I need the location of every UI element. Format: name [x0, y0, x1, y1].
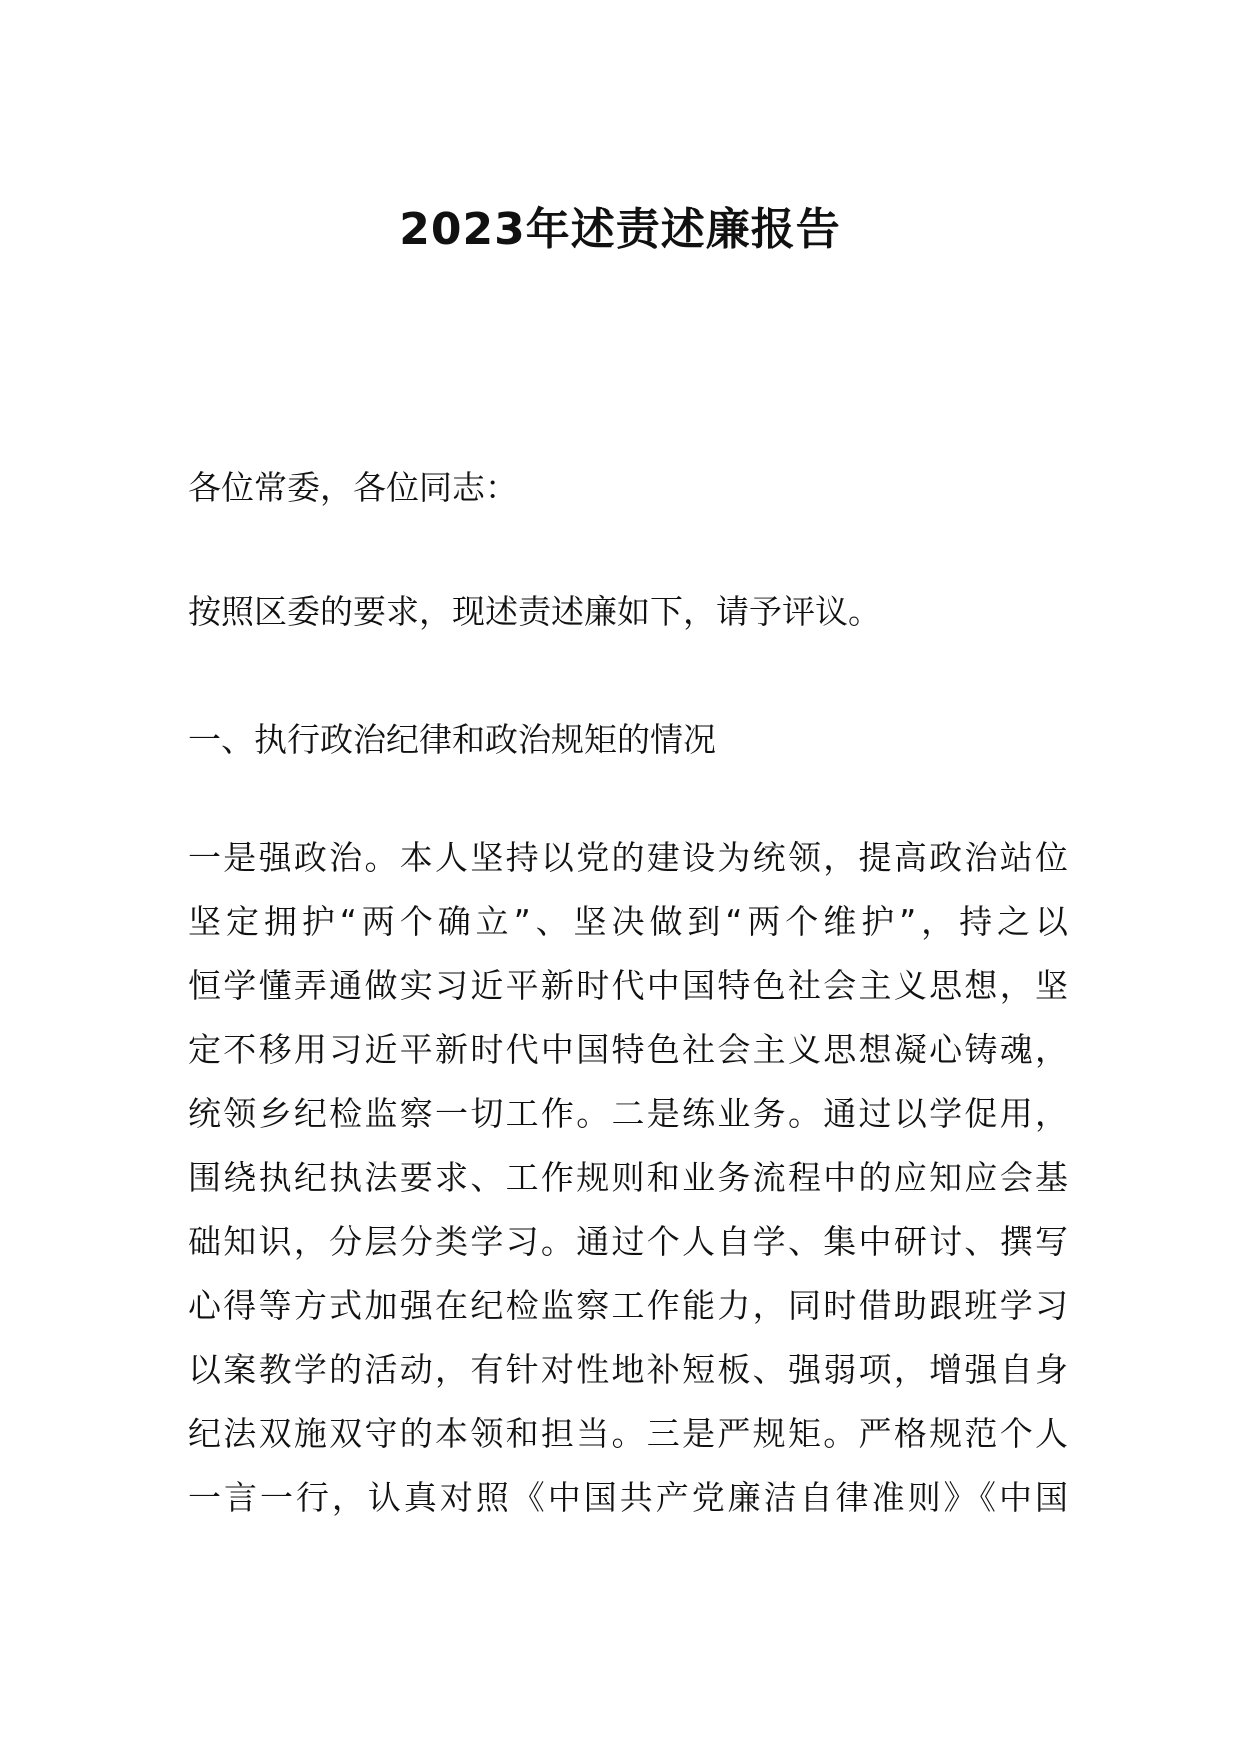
section-body [188, 826, 1068, 1530]
body-line: 础知识，分层分类学习。通过个人自学、集中研讨、撰写 [188, 1222, 1068, 1261]
document-title: 2023年述责述廉报告 [399, 204, 841, 255]
section-heading: 一、执行政治纪律和政治规矩的情况 [188, 720, 716, 759]
body-line: 一是强政治。本人坚持以党的建设为统领，提高政治站位 [188, 838, 1068, 877]
body-line: 围绕执纪执法要求、工作规则和业务流程中的应知应会基 [188, 1158, 1068, 1197]
body-line: 一言一行，认真对照《中国共产党廉洁自律准则》《中国 [188, 1478, 1068, 1517]
body-line: 恒学懂弄通做实习近平新时代中国特色社会主义思想，坚 [188, 966, 1068, 1005]
body-line: 坚定拥护“两个确立”、坚决做到“两个维护”，持之以 [188, 902, 1068, 941]
intro-paragraph: 按照区委的要求，现述责述廉如下，请予评议。 [188, 592, 881, 631]
body-line: 心得等方式加强在纪检监察工作能力，同时借助跟班学习 [188, 1286, 1068, 1325]
body-line: 以案教学的活动，有针对性地补短板、强弱项，增强自身 [188, 1350, 1068, 1389]
body-line: 纪法双施双守的本领和担当。三是严规矩。严格规范个人 [188, 1414, 1068, 1453]
body-line: 定不移用习近平新时代中国特色社会主义思想凝心铸魂， [188, 1030, 1068, 1069]
body-line: 统领乡纪检监察一切工作。二是练业务。通过以学促用， [188, 1094, 1068, 1133]
greeting-paragraph: 各位常委，各位同志： [188, 468, 518, 507]
